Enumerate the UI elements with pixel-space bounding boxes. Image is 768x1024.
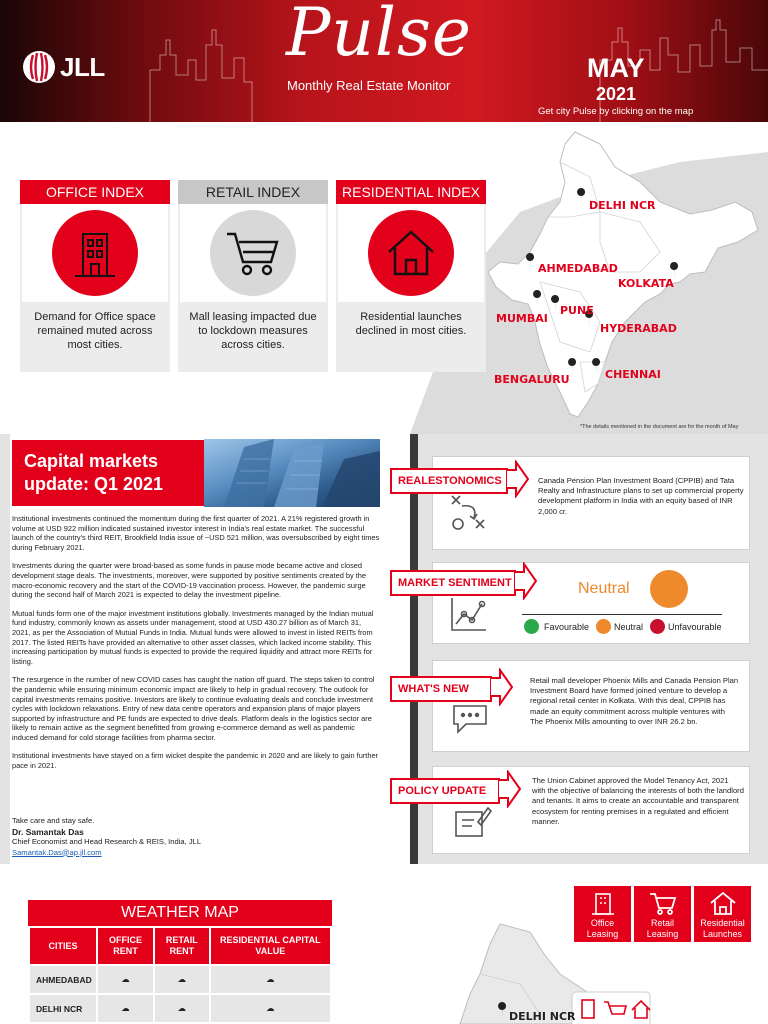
legend-unfavourable: Unfavourable: [668, 622, 722, 632]
shopping-cart-icon: [648, 890, 678, 916]
city-ahmedabad[interactable]: AHMEDABAD: [538, 262, 618, 275]
sentiment-legend: [524, 619, 734, 635]
favourable-dot: [524, 619, 539, 634]
weather-map-table: [28, 926, 332, 1024]
capital-markets-title: Capital markets update: Q1 2021: [12, 440, 204, 506]
header-banner: [0, 0, 768, 122]
column-header: CITIES: [30, 928, 96, 964]
market-update-section: [0, 434, 768, 864]
jll-emblem-icon: [22, 50, 56, 84]
column-header: RETAIL RENT: [155, 928, 209, 964]
arrow-icon: [490, 668, 514, 706]
pin-pune-icon: [551, 295, 559, 313]
residential-index-title: RESIDENTIAL INDEX: [336, 180, 486, 204]
legend-favourable: Favourable: [544, 622, 590, 632]
strategy-play-icon: [448, 492, 490, 534]
weather-cloud-icon: ☁: [211, 966, 330, 993]
issue-year: 2021: [596, 84, 637, 104]
arrow-icon: [514, 562, 538, 600]
table-row: [30, 966, 330, 993]
city-mumbai[interactable]: MUMBAI: [496, 312, 548, 325]
paragraph: Investments during the quarter were broad-based as some funds in pause mode became active and closed development stage deals. The investments, moreover, were supported by positive sentiments created by the macro-economic recovery and the start of the COVID-19 vaccination process. However, the pandemic surge during the second half of March 2021 is expected to delay the investment pipeline.: [12, 561, 366, 600]
weather-cloud-icon: ☁: [155, 966, 209, 993]
paragraph: Institutional investments have stayed on a firm wicket despite the pandemic in 2020 and are likely to gain further pace in 2021.: [12, 751, 379, 771]
office-index-title: OFFICE INDEX: [20, 180, 170, 204]
map-footnote: *The details mentioned in the document are for the month of May: [580, 424, 739, 430]
page-title: Pulse: [286, 0, 472, 71]
city-delhi-ncr-bottom[interactable]: DELHI NCR: [509, 1010, 576, 1023]
residential-index-description: Residential launches declined in most cities.: [355, 311, 467, 337]
realestonomics-label: REALESTONOMICS: [390, 468, 508, 494]
paragraph: Institutional investments continued the momentum during the first quarter of 2021. A 21% registered growth in volume at USD 922 million indicated sustained investor interest in India's real estate market. The successful launch of the country's third REIT, Brookfield India issue of ~USD 521 million, was oversubscribed by eight times during February 2021.: [12, 514, 380, 552]
pin-ahmedabad-icon: [526, 253, 534, 271]
arrow-icon: [498, 770, 522, 808]
author-email-link[interactable]: Samantak.Das@ap.jll.com: [12, 847, 102, 857]
sentiment-rule: [522, 614, 722, 615]
whats-new-text: Retail mall developer Phoenix Mills and Canada Pension Plan Investment Board have formed joined venture to develop a regional retail center in Kolkata. With this deal, CPPIB has made an equity commitment across multiple ventures with The Phoenix Mills amounting to over INR 26.2 bn.: [530, 676, 739, 726]
office-building-icon: [590, 890, 616, 916]
market-sentiment-label: MARKET SENTIMENT: [390, 570, 516, 596]
document-edit-icon: [452, 804, 492, 840]
office-leasing-button[interactable]: [574, 886, 631, 942]
retail-leasing-button[interactable]: [634, 886, 691, 942]
paragraph: Mutual funds form one of the major investment institutions globally. Investments managed by the Indian mutual fund industry, commonly known as assets under management, stood at USD 430.27 billion as of March 31, 2021, as per the Association of Mutual Funds in India. Mutual funds were allowed to invest in listed REITs from 2017. The listed REITs have provided an alternative to other asset classes, which lacked income stability. This increasing participation by mutual funds is expected to provide the required liquidity and attract more REITs for listing.: [12, 608, 374, 666]
house-icon: [708, 890, 738, 916]
logo-text: JLL: [60, 51, 105, 82]
column-header: RESIDENTIAL CAPITAL VALUE: [211, 928, 330, 964]
city-kolkata[interactable]: KOLKATA: [618, 277, 674, 290]
map-hint-text: Get city Pulse by clicking on the map: [538, 106, 694, 117]
author-role: Chief Economist and Head Research & REIS, India, JLL: [12, 837, 202, 846]
weather-map-title: WEATHER MAP: [28, 900, 332, 926]
pin-chennai-icon: [592, 358, 600, 376]
weather-cloud-icon: ☁: [98, 966, 153, 993]
table-row: [30, 995, 330, 1022]
city-cell: AHMEDABAD: [30, 966, 96, 993]
skyscraper-photo: [204, 439, 380, 507]
office-leasing-label: Office Leasing: [586, 918, 619, 939]
jll-logo[interactable]: [22, 50, 105, 84]
weather-cloud-icon: ☁: [98, 995, 153, 1022]
legend-neutral: Neutral: [614, 622, 644, 632]
page-subtitle: Monthly Real Estate Monitor: [287, 78, 451, 93]
weather-map-section: [0, 864, 768, 1024]
city-chennai[interactable]: CHENNAI: [605, 368, 661, 381]
mini-office-icon: [582, 1000, 594, 1018]
pin-mumbai-icon: [533, 290, 541, 308]
unfavourable-dot: [650, 619, 665, 634]
mini-house-icon: [632, 1001, 650, 1018]
growth-chart-icon: [448, 596, 490, 634]
neutral-dot: [596, 619, 611, 634]
city-hyderabad[interactable]: HYDERABAD: [600, 322, 677, 335]
city-delhi-ncr[interactable]: DELHI NCR: [589, 199, 656, 212]
retail-index-description: Mall leasing impacted due to lockdown measures across cities.: [189, 311, 317, 351]
capital-markets-body: [12, 514, 380, 780]
weather-cloud-icon: ☁: [211, 995, 330, 1022]
pin-delhi-ncr-icon: [577, 188, 585, 206]
index-and-map-section: [0, 122, 768, 434]
city-bengaluru[interactable]: BENGALURU: [494, 373, 570, 386]
sign-off: [12, 816, 392, 858]
sentiment-indicator: [650, 570, 688, 608]
city-pune[interactable]: PUNE: [560, 304, 594, 317]
mini-legend-icons: [578, 996, 654, 1020]
arrow-icon: [506, 460, 530, 498]
capital-markets-panel: [10, 434, 410, 864]
whats-new-label: WHAT'S NEW: [390, 676, 492, 702]
sentiment-value: Neutral: [578, 580, 630, 597]
column-header: OFFICE RENT: [98, 928, 153, 964]
weather-cloud-icon: ☁: [155, 995, 209, 1022]
paragraph: The resurgence in the number of new COVID cases has caught the nation off guard. The steps taken to control the pandemic while ensuring minimum economic impact are likely to help in gradual recovery. The outlook for capital investments remains positive. Investors are likely to continue evaluating deals and conclude investment cycles with lockdown relaxations. Entry of new data centre operators and expansion plans of major players supported by infrastructure and PE funds are expected to drive deals. Platform deals in the logistics sector are likely to remain active as the segment benefitted from growing e-commerce demand as well as pandemic induced demand for cold storage facilities from pharma sector.: [12, 675, 375, 742]
residential-launches-label: Residential Launches: [700, 918, 745, 939]
issue-month: MAY: [587, 53, 645, 83]
author-name: Dr. Samantak Das: [12, 826, 84, 837]
closing-line: Take care and stay safe.: [12, 816, 95, 825]
chat-bubble-icon: [450, 702, 490, 736]
retail-leasing-label: Retail Leasing: [646, 918, 679, 939]
policy-update-label: POLICY UPDATE: [390, 778, 500, 804]
realestonomics-text: Canada Pension Plan Investment Board (CPPIB) and Tata Realty and Infrastructure plans to set up commercial property development platform in India with an equity based of INR 2,000 cr.: [538, 476, 744, 516]
city-cell: DELHI NCR: [30, 995, 96, 1022]
office-index-description: Demand for Office space remained muted across most cities.: [34, 311, 156, 351]
mini-cart-icon: [604, 1002, 626, 1014]
retail-index-title: RETAIL INDEX: [178, 180, 328, 204]
policy-update-text: The Union Cabinet approved the Model Tenancy Act, 2021 with the objective of balancing the interests of both the landlord and tenants. It aims to create an accountable and transparent ecosystem for renting premises in a regulated and efficient manner.: [532, 776, 744, 826]
residential-launches-button[interactable]: [694, 886, 751, 942]
